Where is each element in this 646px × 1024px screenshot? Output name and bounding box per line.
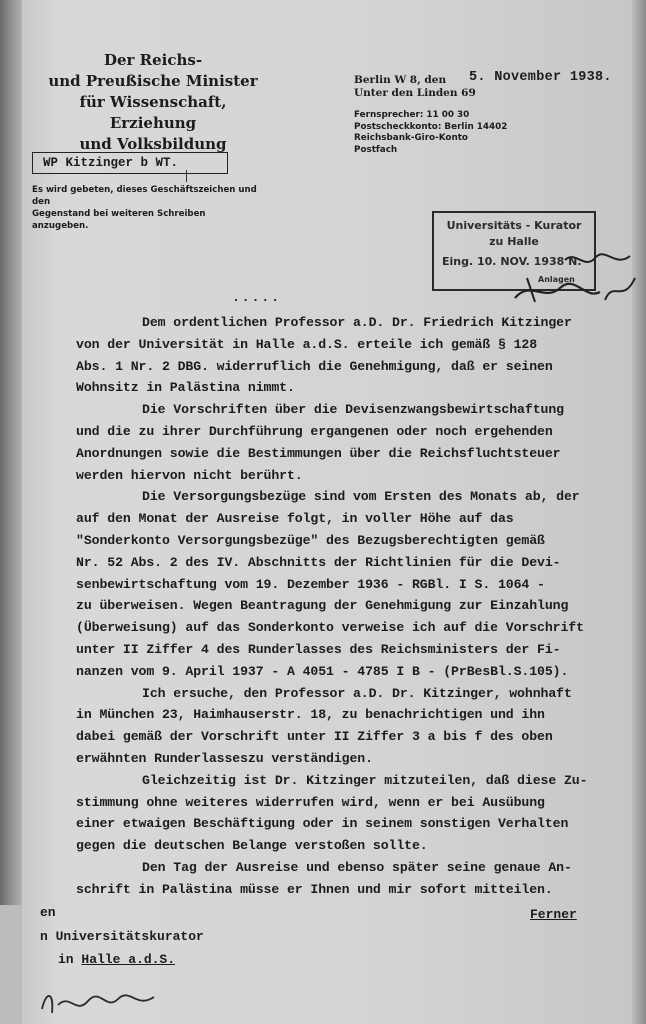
body-line: Die Versorgungsbezüge sind vom Ersten des Monats ab, der	[142, 489, 580, 505]
place-city: Berlin W 8, den	[354, 74, 447, 86]
reference-box: WP Kitzinger b WT.	[32, 152, 228, 174]
body-line: werden hiervon nicht berührt.	[76, 467, 303, 483]
letterhead-line-1: Der Reichs-	[103, 51, 203, 69]
address-line-2: n Universitätskurator	[40, 929, 204, 944]
body-line: schrift in Palästina müsse er Ihnen und mir sofort mitteilen.	[76, 881, 553, 897]
body-line: Die Vorschriften über die Devisenzwangsbewirtschaftung	[142, 402, 564, 418]
body-line: stimmung ohne weiteres widerrufen wird, wenn er bei Ausübung	[76, 794, 545, 810]
letter-date: 5. November 1938.	[469, 70, 612, 85]
signer-name: Ferner	[530, 907, 577, 922]
contact-postal-check: Postscheckkonto: Berlin 14402	[354, 121, 508, 132]
stamp-line-4: Anlagen	[538, 275, 575, 284]
body-line: auf den Monat der Ausreise folgt, in voller Höhe auf das	[76, 511, 514, 527]
body-line: Nr. 52 Abs. 2 des IV. Abschnitts der Richtlinien für die Devi-	[76, 554, 561, 570]
letterhead-line-2: und Preußische Minister	[48, 72, 258, 90]
stamp-line-2: zu Halle	[489, 235, 539, 248]
handwritten-signature-icon	[36, 985, 166, 1021]
body-line: und die zu ihrer Durchführung ergangenen oder noch ergehenden	[76, 423, 553, 439]
address-line-1: en	[40, 905, 56, 920]
letterhead	[48, 50, 258, 155]
reference-tick	[186, 170, 187, 182]
body-line: Den Tag der Ausreise und ebenso später seine genaue An-	[142, 859, 572, 875]
reference-note-line-2: Gegenstand bei weiteren Schreiben anzugeben.	[32, 209, 206, 231]
body-line: senbewirtschaftung vom 19. Dezember 1936 - RGBl. I S. 1064 -	[76, 576, 545, 592]
body-line: Wohnsitz in Palästina nimmt.	[76, 380, 295, 396]
body-line: Abs. 1 Nr. 2 DBG. widerruflich die Genehmigung, daß er seinen	[76, 358, 553, 374]
address-line-3	[58, 952, 175, 967]
handwritten-initials-icon	[505, 240, 645, 310]
letterhead-line-3: für Wissenschaft, Erziehung	[79, 93, 227, 132]
letter-body	[76, 312, 636, 901]
letterhead-line-4: und Volksbildung	[79, 135, 227, 153]
body-line: dabei gemäß der Vorschrift unter II Ziffer 3 a bis f des oben	[76, 729, 553, 745]
body-line: "Sonderkonto Versorgungsbezüge" des Bezugsberechtigten gemäß	[76, 532, 545, 548]
body-line: (Überweisung) auf das Sonderkonto verweise ich auf die Vorschrift	[76, 620, 584, 636]
reference-note	[32, 184, 262, 232]
body-line: Ich ersuche, den Professor a.D. Dr. Kitzinger, wohnhaft	[142, 685, 572, 701]
body-line: unter II Ziffer 4 des Runderlasses des Reichsministers der Fi-	[76, 641, 561, 657]
underlying-page-edge	[0, 0, 24, 1024]
contact-block	[354, 110, 507, 156]
body-line: gegen die deutschen Belange verstoßen sollte.	[76, 838, 428, 854]
body-line: Anordnungen sowie die Bestimmungen über die Reichsfluchtsteuer	[76, 445, 561, 461]
stamp-line-3: Eing. 10. NOV. 1938 N.	[442, 255, 582, 268]
separator-dots: .....	[232, 290, 282, 305]
address-place: Halle a.d.S.	[81, 952, 176, 967]
body-line: Dem ordentlichen Professor a.D. Dr. Friedrich Kitzinger	[142, 315, 572, 330]
address-prefix: in	[58, 952, 82, 967]
body-line: erwähnten Runderlasseszu verständigen.	[76, 750, 373, 766]
reference-note-line-1: Es wird gebeten, dieses Geschäftszeichen und den	[32, 185, 257, 207]
body-line: zu überweisen. Wegen Beantragung der Genehmigung zur Einzahlung	[76, 598, 569, 614]
body-line: Gleichzeitig ist Dr. Kitzinger mitzuteilen, daß diese Zu-	[142, 772, 588, 788]
body-line: von der Universität in Halle a.d.S. erteile ich gemäß § 128	[76, 336, 538, 352]
place-block	[354, 74, 476, 100]
contact-giro: Reichsbank-Giro-Konto	[354, 133, 468, 143]
place-street: Unter den Linden 69	[354, 87, 476, 99]
body-line: in München 23, Haimhauserstr. 18, zu benachrichtigen und ihn	[76, 707, 545, 723]
contact-phone: Fernsprecher: 11 00 30	[354, 110, 470, 120]
contact-post: Postfach	[354, 144, 398, 155]
body-line: einer etwaigen Beschäftigung oder in seinem sonstigen Verhalten	[76, 816, 569, 832]
body-line: nanzen vom 9. April 1937 - A 4051 - 4785 I B - (PrBesBl.S.105).	[76, 663, 569, 679]
stamp-line-1: Universitäts - Kurator	[446, 219, 582, 232]
